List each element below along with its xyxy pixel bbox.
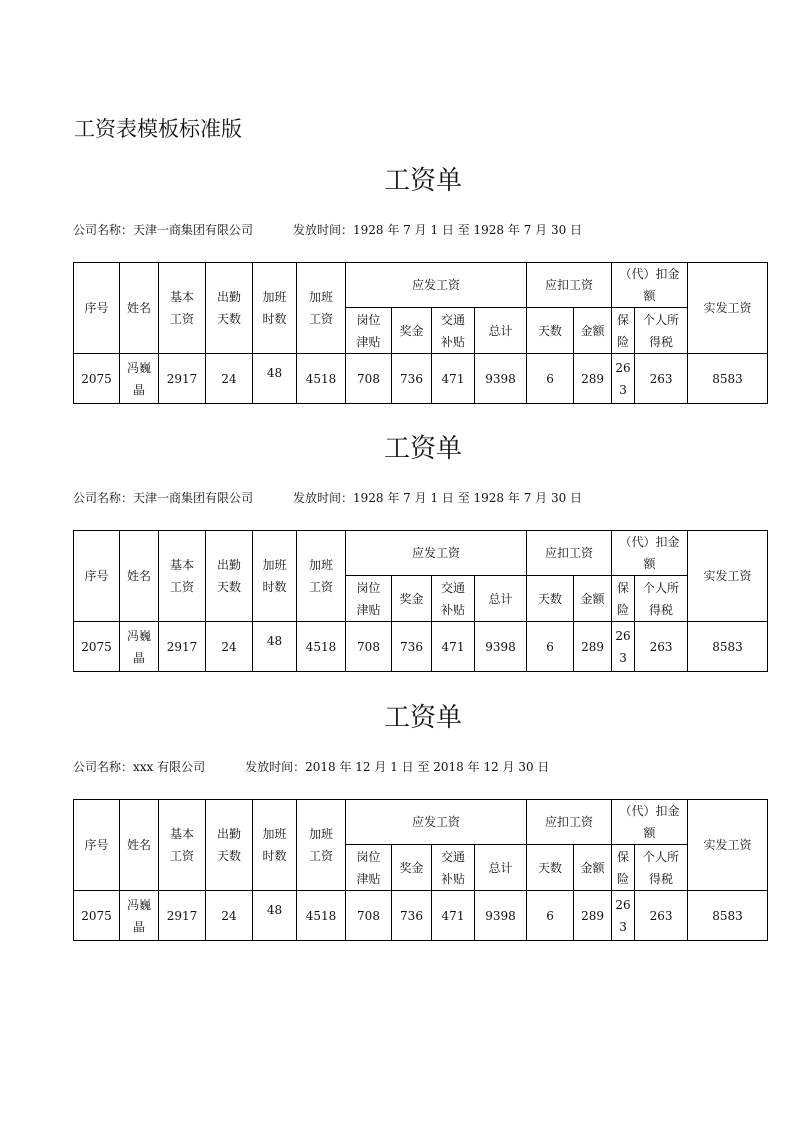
cell-bonus: 736	[392, 354, 432, 404]
text-line: 天数	[216, 312, 241, 326]
text-line: 岗位	[356, 312, 381, 327]
cell-insurance	[612, 622, 635, 672]
cell-bonus: 736	[392, 891, 432, 941]
header-base-pay	[159, 263, 206, 354]
company-name: 公司名称：天津一商集团有限公司	[73, 491, 254, 505]
text-line: 26	[615, 360, 631, 375]
text-line: 得税	[649, 602, 674, 617]
text-line: 工资	[169, 849, 194, 863]
text-line: 险	[617, 602, 630, 617]
cell-bonus: 736	[392, 622, 432, 672]
text-line: 加班	[308, 827, 333, 841]
header-post-allowance	[346, 576, 392, 622]
header-deduct-days: 天数	[527, 308, 574, 354]
payslip-title: 工资单	[383, 166, 462, 196]
text-line: 出勤	[216, 827, 241, 841]
text-line: 时数	[262, 849, 287, 863]
cell-deduct-amount: 289	[574, 354, 612, 404]
cell-transport: 471	[432, 354, 475, 404]
cell-deduct-days: 6	[527, 891, 574, 941]
text-line: 晶	[132, 382, 145, 397]
cell-name	[120, 354, 159, 404]
text-line: 天数	[216, 580, 241, 594]
header-net-pay: 实发工资	[688, 263, 768, 354]
header-seq: 序号	[74, 800, 120, 891]
header-deductions: 应扣工资	[527, 800, 612, 845]
text-line: 加班	[262, 827, 287, 841]
text-line: 晶	[132, 919, 145, 934]
text-line: 工资	[308, 580, 333, 594]
header-deduct-days: 天数	[527, 576, 574, 622]
text-line: 额	[643, 826, 656, 840]
text-line: 得税	[649, 334, 674, 349]
header-deduct-amount: 金额	[574, 845, 612, 891]
cell-seq: 2075	[74, 622, 120, 672]
header-attendance-days	[206, 800, 253, 891]
text-line: 时数	[262, 312, 287, 326]
text-line: 加班	[308, 290, 333, 304]
header-payable: 应发工资	[346, 531, 527, 576]
header-overtime-pay	[297, 800, 346, 891]
header-transport	[432, 845, 475, 891]
header-overtime-pay	[297, 531, 346, 622]
header-income-tax	[635, 845, 688, 891]
text-line: 得税	[649, 871, 674, 886]
header-overtime-hours	[253, 800, 297, 891]
text-line: 3	[619, 919, 627, 934]
header-net-pay: 实发工资	[688, 531, 768, 622]
cell-attendance-days: 24	[206, 891, 253, 941]
cell-deduct-days: 6	[527, 622, 574, 672]
text-line: 额	[643, 289, 656, 303]
header-transport	[432, 576, 475, 622]
text-line: 个人所	[643, 580, 680, 595]
header-withholding	[612, 263, 688, 308]
header-seq: 序号	[74, 263, 120, 354]
text-line: 基本	[169, 290, 194, 304]
text-line: （代）扣金	[619, 535, 680, 549]
header-bonus: 奖金	[392, 308, 432, 354]
text-line: 补贴	[440, 602, 465, 617]
text-line: 工资	[169, 312, 194, 326]
text-line: 天数	[216, 849, 241, 863]
page-title: 工资表模板标准版	[74, 117, 242, 141]
text-line: 保	[617, 580, 630, 595]
cell-total: 9398	[475, 622, 527, 672]
header-attendance-days	[206, 531, 253, 622]
cell-net-pay: 8583	[688, 622, 768, 672]
header-insurance	[612, 576, 635, 622]
cell-insurance	[612, 891, 635, 941]
cell-name	[120, 622, 159, 672]
cell-overtime-pay: 4518	[297, 622, 346, 672]
header-total: 总计	[475, 845, 527, 891]
cell-base-pay: 2917	[159, 891, 206, 941]
text-line: 额	[643, 557, 656, 571]
header-income-tax	[635, 308, 688, 354]
cell-post-allowance: 708	[346, 354, 392, 404]
text-line: 冯巍	[126, 628, 151, 643]
cell-post-allowance: 708	[346, 891, 392, 941]
header-base-pay	[159, 531, 206, 622]
cell-total: 9398	[475, 354, 527, 404]
header-withholding	[612, 800, 688, 845]
text-line: 津贴	[356, 871, 381, 886]
cell-name	[120, 891, 159, 941]
header-total: 总计	[475, 308, 527, 354]
header-deduct-amount: 金额	[574, 576, 612, 622]
text-line: 加班	[262, 290, 287, 304]
header-insurance	[612, 845, 635, 891]
cell-net-pay: 8583	[688, 354, 768, 404]
text-line: 补贴	[440, 334, 465, 349]
header-insurance	[612, 308, 635, 354]
text-line: 3	[619, 650, 627, 665]
cell-insurance	[612, 354, 635, 404]
header-withholding	[612, 531, 688, 576]
text-line: 个人所	[643, 312, 680, 327]
text-line: 出勤	[216, 290, 241, 304]
cell-net-pay: 8583	[688, 891, 768, 941]
payslip-info-line	[73, 758, 549, 775]
cell-base-pay: 2917	[159, 622, 206, 672]
text-line: 加班	[262, 558, 287, 572]
header-base-pay	[159, 800, 206, 891]
text-line: 工资	[308, 312, 333, 326]
text-line: 冯巍	[126, 360, 151, 375]
pay-period: 发放时间：1928 年 7 月 1 日 至 1928 年 7 月 30 日	[293, 491, 583, 505]
text-line: 津贴	[356, 334, 381, 349]
text-line: 时数	[262, 580, 287, 594]
header-attendance-days	[206, 263, 253, 354]
text-line: 岗位	[356, 849, 381, 864]
text-line: 保	[617, 312, 630, 327]
header-payable: 应发工资	[346, 800, 527, 845]
cell-seq: 2075	[74, 891, 120, 941]
payslip-table	[73, 799, 768, 941]
header-deductions: 应扣工资	[527, 263, 612, 308]
header-seq: 序号	[74, 531, 120, 622]
cell-attendance-days: 24	[206, 354, 253, 404]
cell-overtime-hours: 48	[253, 354, 297, 404]
pay-period: 发放时间：1928 年 7 月 1 日 至 1928 年 7 月 30 日	[293, 223, 583, 237]
text-line: 交通	[440, 580, 465, 595]
text-line: （代）扣金	[619, 804, 680, 818]
payslip-title: 工资单	[383, 434, 462, 464]
header-payable: 应发工资	[346, 263, 527, 308]
cell-deduct-amount: 289	[574, 622, 612, 672]
cell-income-tax: 263	[635, 891, 688, 941]
text-line: 个人所	[643, 849, 680, 864]
text-line: 险	[617, 334, 630, 349]
text-line: 晶	[132, 650, 145, 665]
cell-seq: 2075	[74, 354, 120, 404]
text-line: 冯巍	[126, 897, 151, 912]
header-overtime-pay	[297, 263, 346, 354]
payslip-table	[73, 262, 768, 404]
text-line: 工资	[308, 849, 333, 863]
text-line: 26	[615, 628, 631, 643]
payslip-info-line	[73, 489, 582, 506]
company-name: 公司名称：天津一商集团有限公司	[73, 223, 254, 237]
text-line: 岗位	[356, 580, 381, 595]
header-post-allowance	[346, 308, 392, 354]
text-line: 交通	[440, 312, 465, 327]
header-deductions: 应扣工资	[527, 531, 612, 576]
payslip-info-line	[73, 221, 582, 238]
cell-overtime-hours: 48	[253, 622, 297, 672]
header-bonus: 奖金	[392, 576, 432, 622]
cell-transport: 471	[432, 622, 475, 672]
header-name: 姓名	[120, 263, 159, 354]
text-line: 加班	[308, 558, 333, 572]
company-name: 公司名称：xxx 有限公司	[73, 760, 206, 774]
header-name: 姓名	[120, 531, 159, 622]
text-line: 补贴	[440, 871, 465, 886]
header-income-tax	[635, 576, 688, 622]
header-overtime-hours	[253, 531, 297, 622]
cell-overtime-pay: 4518	[297, 354, 346, 404]
header-post-allowance	[346, 845, 392, 891]
cell-deduct-days: 6	[527, 354, 574, 404]
text-line: 3	[619, 382, 627, 397]
text-line: 保	[617, 849, 630, 864]
header-deduct-amount: 金额	[574, 308, 612, 354]
cell-income-tax: 263	[635, 622, 688, 672]
text-line: （代）扣金	[619, 267, 680, 281]
text-line: 交通	[440, 849, 465, 864]
cell-deduct-amount: 289	[574, 891, 612, 941]
header-total: 总计	[475, 576, 527, 622]
pay-period: 发放时间：2018 年 12 月 1 日 至 2018 年 12 月 30 日	[245, 760, 550, 774]
cell-post-allowance: 708	[346, 622, 392, 672]
text-line: 工资	[169, 580, 194, 594]
text-line: 基本	[169, 558, 194, 572]
text-line: 津贴	[356, 602, 381, 617]
header-transport	[432, 308, 475, 354]
text-line: 基本	[169, 827, 194, 841]
header-deduct-days: 天数	[527, 845, 574, 891]
payslip-table	[73, 530, 768, 672]
text-line: 出勤	[216, 558, 241, 572]
text-line: 26	[615, 897, 631, 912]
cell-transport: 471	[432, 891, 475, 941]
header-bonus: 奖金	[392, 845, 432, 891]
cell-overtime-hours: 48	[253, 891, 297, 941]
cell-overtime-pay: 4518	[297, 891, 346, 941]
payslip-title: 工资单	[383, 703, 462, 733]
cell-total: 9398	[475, 891, 527, 941]
cell-income-tax: 263	[635, 354, 688, 404]
cell-attendance-days: 24	[206, 622, 253, 672]
header-overtime-hours	[253, 263, 297, 354]
text-line: 险	[617, 871, 630, 886]
header-name: 姓名	[120, 800, 159, 891]
header-net-pay: 实发工资	[688, 800, 768, 891]
cell-base-pay: 2917	[159, 354, 206, 404]
